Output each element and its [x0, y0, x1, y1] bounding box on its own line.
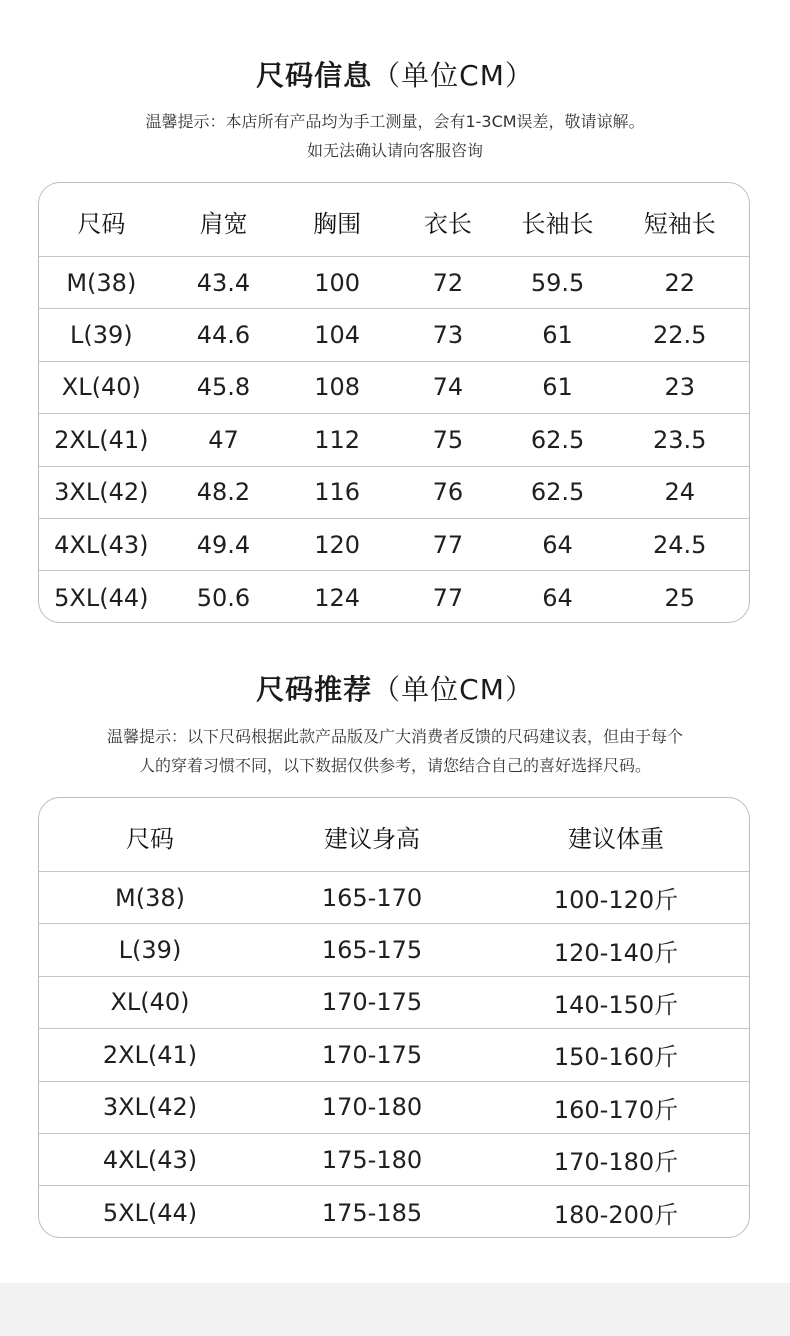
header-cell-shoulder: 肩宽 [199, 210, 248, 238]
table-cell: 64 [542, 530, 573, 559]
table-cell: 175-180 [321, 1145, 423, 1174]
size-label-cell: L(39) [70, 321, 133, 350]
table-row [39, 309, 749, 361]
table-row [39, 1029, 749, 1081]
table-row [39, 362, 749, 414]
table-cell: 108 [314, 373, 361, 402]
table-cell: 49.4 [196, 530, 251, 559]
table-cell: 50.6 [196, 583, 251, 612]
table-cell: 170-180 [321, 1093, 423, 1122]
size-label-cell: 4XL(43) [54, 530, 149, 559]
table-cell: 165-170 [321, 883, 423, 912]
footer-band [0, 1283, 790, 1336]
table-cell: 112 [314, 425, 361, 454]
header-cell-size: 尺码 [126, 825, 174, 853]
table-cell: 175-185 [321, 1198, 423, 1227]
size-info-note-line: 温馨提示：本店所有产品均为手工测量，会有1-3CM误差，敬请谅解。 [145, 112, 645, 131]
table-cell: 61 [542, 321, 573, 350]
header-cell-length: 衣长 [423, 210, 472, 238]
table-cell: 165-175 [321, 936, 423, 965]
size-recommend-title-text: 尺码推荐 [256, 673, 373, 706]
size-label-cell: 4XL(43) [102, 1145, 198, 1174]
size-label-cell: L(39) [118, 936, 182, 965]
table-cell: 77 [432, 530, 464, 559]
size-label-cell: 3XL(42) [54, 478, 149, 507]
table-row [39, 924, 749, 976]
table-cell: 170-180斤 [553, 1148, 679, 1177]
table-cell: 22.5 [652, 321, 707, 350]
table-header-row [39, 798, 749, 872]
table-cell: 24.5 [652, 530, 707, 559]
table-cell: 62.5 [530, 478, 585, 507]
table-cell: 59.5 [530, 268, 585, 297]
table-cell: 23 [664, 373, 695, 402]
table-row [39, 257, 749, 309]
header-cell-weight: 建议体重 [568, 825, 664, 853]
table-cell: 150-160斤 [553, 1043, 679, 1072]
table-cell: 25 [664, 583, 695, 612]
size-recommend-title-unit: （单位CM） [372, 673, 534, 706]
size-label-cell: 2XL(41) [102, 1040, 198, 1069]
table-cell: 124 [314, 583, 361, 612]
table-row [39, 1186, 749, 1238]
header-cell-chest: 胸围 [313, 210, 362, 238]
size-label-cell: 5XL(44) [54, 583, 149, 612]
table-cell: 22 [664, 268, 695, 297]
table-cell: 64 [542, 583, 573, 612]
header-cell-long-sleeve: 长袖长 [521, 210, 594, 238]
header-cell-short-sleeve: 短袖长 [643, 210, 716, 238]
table-row [39, 872, 749, 924]
size-recommend-title [0, 668, 790, 708]
size-recommend-note-line: 温馨提示：以下尺码根据此款产品版及广大消费者反馈的尺码建议表，但由于每个 [106, 727, 683, 746]
table-cell: 48.2 [196, 478, 251, 507]
header-cell-height: 建议身高 [324, 825, 420, 853]
size-label-cell: M(38) [66, 268, 137, 297]
size-recommend-note [0, 722, 790, 780]
size-info-title [0, 54, 790, 94]
table-cell: 43.4 [196, 268, 251, 297]
table-row [39, 1134, 749, 1186]
size-info-title-text: 尺码信息 [256, 59, 373, 92]
table-cell: 77 [432, 583, 464, 612]
size-label-cell: XL(40) [110, 988, 190, 1017]
size-recommend-table [38, 797, 750, 1238]
size-info-note [0, 107, 790, 165]
table-row [39, 467, 749, 519]
size-info-table [38, 182, 750, 623]
size-info-note-line: 如无法确认请向客服咨询 [306, 141, 483, 160]
table-cell: 104 [314, 321, 361, 350]
table-cell: 72 [432, 268, 464, 297]
table-cell: 47 [208, 425, 239, 454]
size-info-title-unit: （单位CM） [372, 59, 534, 92]
table-cell: 76 [432, 478, 464, 507]
table-header-row [39, 183, 749, 257]
table-cell: 180-200斤 [553, 1201, 679, 1230]
table-cell: 44.6 [196, 321, 251, 350]
header-cell-size: 尺码 [77, 210, 126, 238]
table-row [39, 519, 749, 571]
table-cell: 100 [314, 268, 361, 297]
table-row [39, 571, 749, 623]
table-cell: 61 [542, 373, 573, 402]
table-cell: 160-170斤 [553, 1095, 679, 1124]
table-cell: 120-140斤 [553, 938, 679, 967]
table-cell: 170-175 [321, 988, 423, 1017]
table-cell: 74 [432, 373, 464, 402]
table-cell: 24 [664, 478, 695, 507]
size-label-cell: 2XL(41) [54, 425, 149, 454]
table-cell: 120 [314, 530, 361, 559]
table-cell: 100-120斤 [553, 886, 679, 915]
table-cell: 62.5 [530, 425, 585, 454]
table-cell: 116 [314, 478, 361, 507]
table-row [39, 414, 749, 466]
size-recommend-note-line: 人的穿着习惯不同，以下数据仅供参考，请您结合自己的喜好选择尺码。 [138, 756, 651, 775]
table-cell: 23.5 [652, 425, 707, 454]
size-label-cell: M(38) [115, 883, 185, 912]
table-cell: 45.8 [196, 373, 251, 402]
table-cell: 73 [432, 321, 464, 350]
size-label-cell: 3XL(42) [102, 1093, 198, 1122]
table-cell: 140-150斤 [553, 990, 679, 1019]
table-row [39, 977, 749, 1029]
table-cell: 75 [432, 425, 464, 454]
size-label-cell: XL(40) [61, 373, 141, 402]
table-row [39, 1082, 749, 1134]
size-label-cell: 5XL(44) [102, 1198, 198, 1227]
table-cell: 170-175 [321, 1040, 423, 1069]
